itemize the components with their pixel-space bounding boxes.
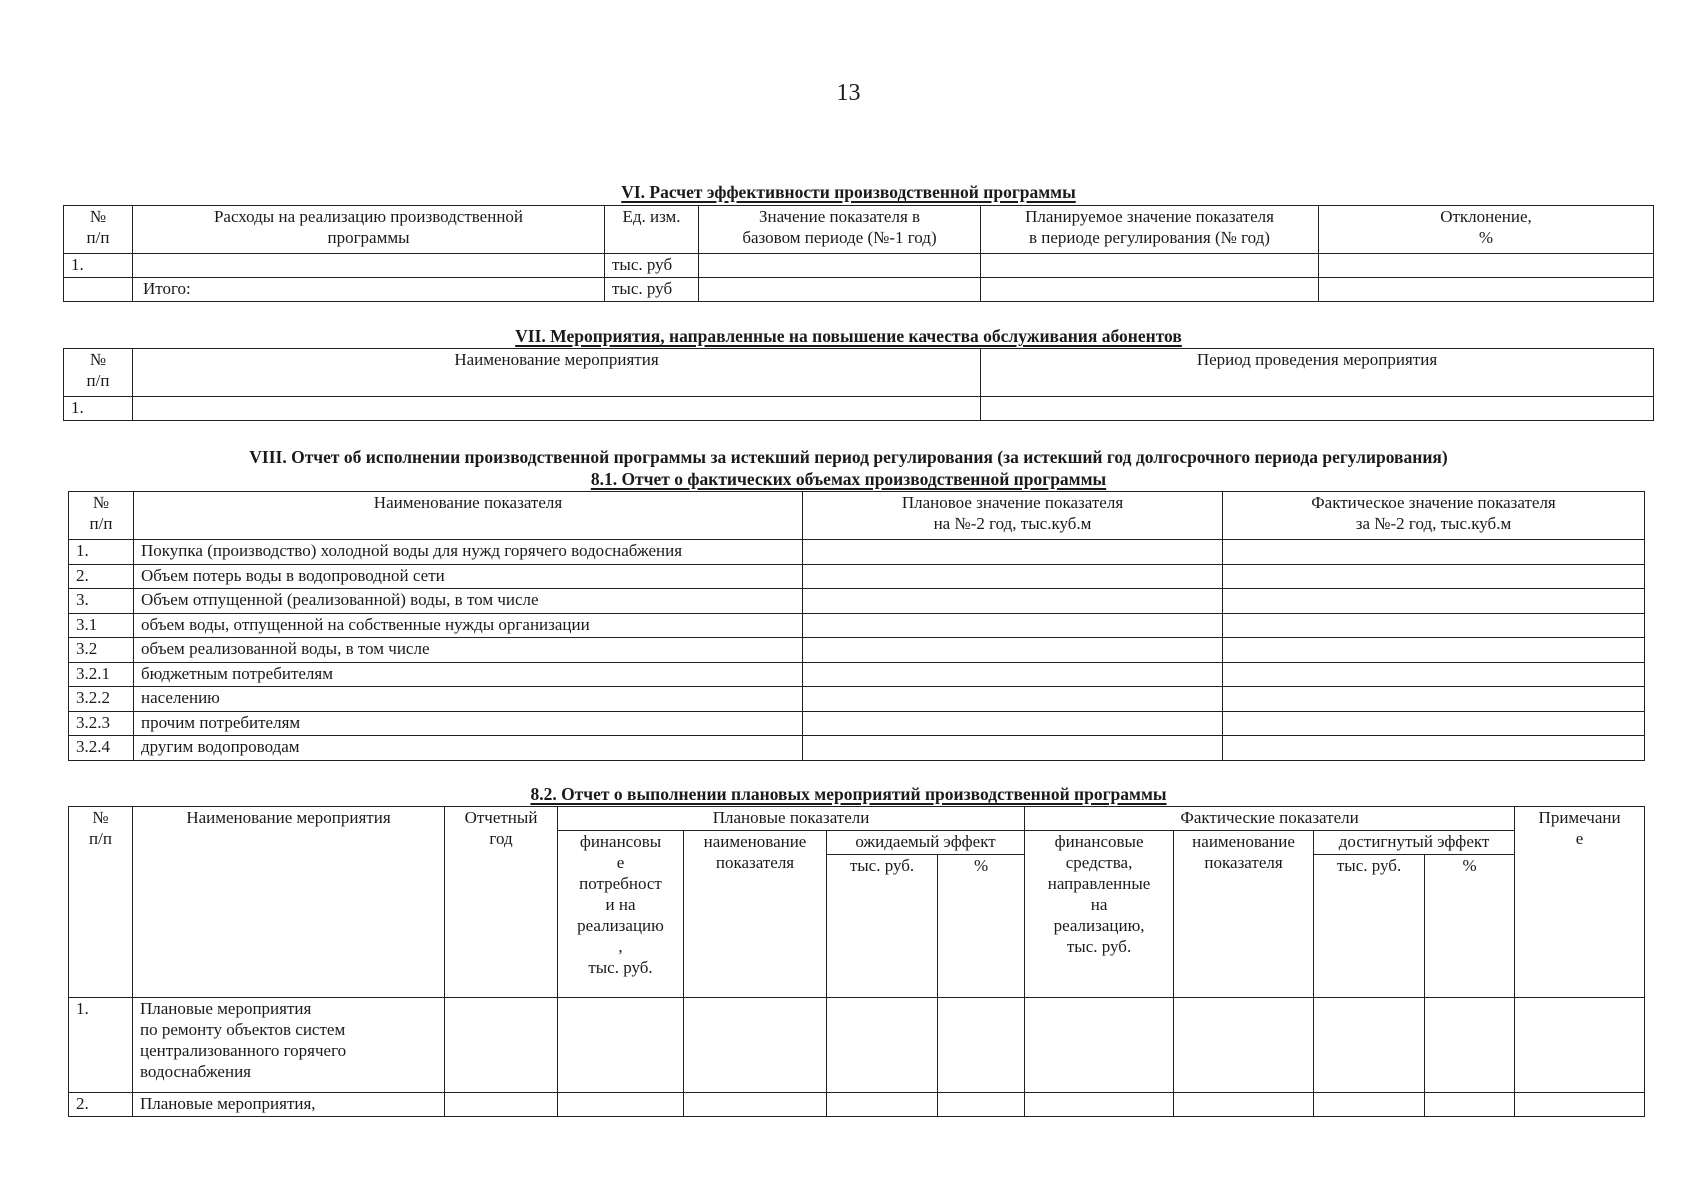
row-num xyxy=(64,278,133,302)
section-6-title: VI. Расчет эффективности производственной программы xyxy=(621,182,1076,202)
row-unit: тыс. руб xyxy=(605,254,699,278)
row-num: 3.2.4 xyxy=(69,736,134,761)
col-unit-header: Ед. изм. xyxy=(605,206,699,254)
row-indicator: объем воды, отпущенной на собственные нужды организации xyxy=(134,613,803,638)
row-cell xyxy=(1515,1093,1645,1117)
col-deviation-header: Отклонение, % xyxy=(1319,206,1654,254)
row-indicator: Объем потерь воды в водопроводной сети xyxy=(134,564,803,589)
table-header-row xyxy=(64,206,1654,254)
row-indicator: другим водопроводам xyxy=(134,736,803,761)
row-cell xyxy=(558,998,684,1093)
row-cell xyxy=(1025,998,1174,1093)
row-cell xyxy=(1425,998,1515,1093)
actual-volumes-table xyxy=(68,491,1645,761)
row-actual xyxy=(1223,540,1645,565)
col-num-header: № п/п xyxy=(69,807,133,998)
col-plan-financing-header: финансовы е потребност и на реализацию , тыс. руб. xyxy=(558,831,684,998)
row-cell xyxy=(445,998,558,1093)
row-cell xyxy=(1174,998,1314,1093)
row-num: 2. xyxy=(69,1093,133,1117)
row-num: 3.2.2 xyxy=(69,687,134,712)
col-act-pct-header: % xyxy=(1425,855,1515,998)
row-planned xyxy=(803,711,1223,736)
row-base-value xyxy=(699,254,981,278)
row-indicator: населению xyxy=(134,687,803,712)
table-row xyxy=(69,736,1645,761)
col-measure-name-header: Наименование мероприятия xyxy=(133,349,981,397)
row-cell xyxy=(558,1093,684,1117)
row-cell xyxy=(445,1093,558,1117)
row-cell xyxy=(827,1093,938,1117)
row-base-value xyxy=(699,278,981,302)
row-planned xyxy=(803,540,1223,565)
row-cell xyxy=(684,1093,827,1117)
row-planned-value xyxy=(981,278,1319,302)
col-num-header: № п/п xyxy=(69,492,134,540)
total-label: Итого: xyxy=(133,278,605,302)
col-num-header: № п/п xyxy=(64,349,133,397)
row-actual xyxy=(1223,613,1645,638)
table-row xyxy=(69,638,1645,663)
col-expected-effect-header: ожидаемый эффект xyxy=(827,831,1025,855)
table-row-total xyxy=(64,278,1654,302)
row-num: 1. xyxy=(69,998,133,1093)
row-num: 2. xyxy=(69,564,134,589)
table-row xyxy=(69,662,1645,687)
col-measure-name-header: Наименование мероприятия xyxy=(133,807,445,998)
row-actual xyxy=(1223,662,1645,687)
col-plan-rub-header: тыс. руб. xyxy=(827,855,938,998)
section-8-2-title: 8.2. Отчет о выполнении плановых мероприятий производственной программы xyxy=(530,784,1167,804)
col-plan-pct-header: % xyxy=(938,855,1025,998)
col-year-header: Отчетный год xyxy=(445,807,558,998)
row-planned xyxy=(803,662,1223,687)
col-achieved-effect-header: достигнутый эффект xyxy=(1314,831,1515,855)
col-plan-indicator-header: наименование показателя xyxy=(684,831,827,998)
row-cell xyxy=(1314,1093,1425,1117)
col-notes-header: Примечани е xyxy=(1515,807,1645,998)
row-planned-value xyxy=(981,254,1319,278)
row-cell xyxy=(938,1093,1025,1117)
row-cell xyxy=(827,998,938,1093)
col-act-rub-header: тыс. руб. xyxy=(1314,855,1425,998)
col-actual-indicators-header: Фактические показатели xyxy=(1025,807,1515,831)
row-cell xyxy=(684,998,827,1093)
row-indicator: Покупка (производство) холодной воды для нужд горячего водоснабжения xyxy=(134,540,803,565)
col-planned-indicators-header: Плановые показатели xyxy=(558,807,1025,831)
col-period-header: Период проведения мероприятия xyxy=(981,349,1654,397)
row-num: 3.2.1 xyxy=(69,662,134,687)
col-actual-financing-header: финансовые средства, направленные на реализацию, тыс. руб. xyxy=(1025,831,1174,998)
col-actual-header: Фактическое значение показателя за №-2 год, тыс.куб.м xyxy=(1223,492,1645,540)
row-num: 1. xyxy=(64,254,133,278)
row-planned xyxy=(803,564,1223,589)
row-planned xyxy=(803,638,1223,663)
row-actual xyxy=(1223,736,1645,761)
table-row xyxy=(69,1093,1645,1117)
row-planned xyxy=(803,589,1223,614)
planned-measures-table xyxy=(68,806,1645,1117)
table-header-row xyxy=(64,349,1654,397)
row-planned xyxy=(803,736,1223,761)
row-measure-name: Плановые мероприятия, xyxy=(133,1093,445,1117)
row-num: 3. xyxy=(69,589,134,614)
row-indicator: бюджетным потребителям xyxy=(134,662,803,687)
row-actual xyxy=(1223,564,1645,589)
row-period xyxy=(981,397,1654,421)
row-deviation xyxy=(1319,278,1654,302)
row-deviation xyxy=(1319,254,1654,278)
table-row xyxy=(69,589,1645,614)
row-num: 3.2 xyxy=(69,638,134,663)
col-actual-indicator-header: наименование показателя xyxy=(1174,831,1314,998)
row-cell xyxy=(1314,998,1425,1093)
row-cell xyxy=(1515,998,1645,1093)
row-cell xyxy=(1174,1093,1314,1117)
row-actual xyxy=(1223,711,1645,736)
row-num: 1. xyxy=(64,397,133,421)
col-expenses-header: Расходы на реализацию производственной программы xyxy=(133,206,605,254)
efficiency-table xyxy=(63,205,1654,302)
row-num: 1. xyxy=(69,540,134,565)
row-cell xyxy=(938,998,1025,1093)
row-indicator: Объем отпущенной (реализованной) воды, в том числе xyxy=(134,589,803,614)
table-row xyxy=(69,564,1645,589)
table-row xyxy=(69,613,1645,638)
table-row xyxy=(69,998,1645,1093)
table-row xyxy=(69,687,1645,712)
row-cell xyxy=(1025,1093,1174,1117)
section-7-title: VII. Мероприятия, направленные на повышение качества обслуживания абонентов xyxy=(515,326,1182,346)
row-expense xyxy=(133,254,605,278)
col-base-value-header: Значение показателя в базовом периоде (№-1 год) xyxy=(699,206,981,254)
table-row xyxy=(64,254,1654,278)
page-number: 13 xyxy=(836,80,861,106)
row-indicator: объем реализованной воды, в том числе xyxy=(134,638,803,663)
table-row xyxy=(69,711,1645,736)
table-header-row xyxy=(69,807,1645,831)
table-row xyxy=(69,540,1645,565)
row-num: 3.1 xyxy=(69,613,134,638)
row-actual xyxy=(1223,638,1645,663)
col-planned-header: Плановое значение показателя на №-2 год, тыс.куб.м xyxy=(803,492,1223,540)
col-num-header: № п/п xyxy=(64,206,133,254)
table-header-row xyxy=(69,492,1645,540)
section-8-1-title: 8.1. Отчет о фактических объемах производственной программы xyxy=(590,469,1107,489)
row-cell xyxy=(1425,1093,1515,1117)
row-num: 3.2.3 xyxy=(69,711,134,736)
row-indicator: прочим потребителям xyxy=(134,711,803,736)
row-actual xyxy=(1223,687,1645,712)
row-planned xyxy=(803,687,1223,712)
row-actual xyxy=(1223,589,1645,614)
row-measure-name: Плановые мероприятия по ремонту объектов систем централизованного горячего водоснабжения xyxy=(133,998,445,1093)
row-measure-name xyxy=(133,397,981,421)
row-planned xyxy=(803,613,1223,638)
col-indicator-header: Наименование показателя xyxy=(134,492,803,540)
service-quality-table xyxy=(63,348,1654,421)
table-row xyxy=(64,397,1654,421)
row-unit: тыс. руб xyxy=(605,278,699,302)
col-planned-value-header: Планируемое значение показателя в периоде регулирования (№ год) xyxy=(981,206,1319,254)
section-8-title: VIII. Отчет об исполнении производственной программы за истекший период регулирования (за истекший год долгосрочного периода регулирования) xyxy=(249,447,1448,467)
